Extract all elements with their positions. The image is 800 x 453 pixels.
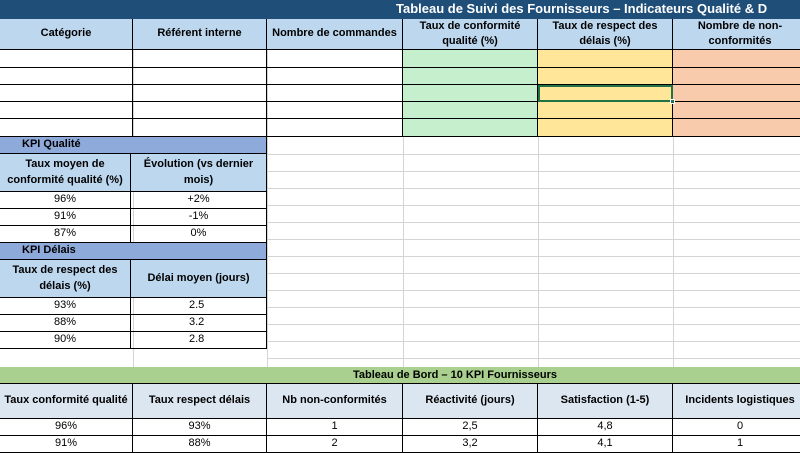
data-cell[interactable] — [0, 119, 133, 137]
fill-handle[interactable] — [670, 99, 675, 104]
kpi-delays-cell[interactable] — [0, 332, 131, 349]
dashboard-header-non-conformites[interactable] — [267, 384, 403, 419]
gridline-horizontal — [267, 171, 800, 172]
header-label: Incidents logistiques — [685, 394, 795, 407]
header-taux-delais[interactable] — [538, 19, 673, 50]
header-label: Taux de respect des délais (%) — [12, 264, 118, 292]
data-cell[interactable] — [403, 85, 538, 102]
cell-value: 91% — [54, 437, 78, 449]
header-label: Réactivité (jours) — [425, 394, 515, 407]
sheet-title-bar — [0, 0, 800, 19]
dashboard-cell[interactable] — [673, 419, 800, 436]
cell-value: 88% — [188, 437, 211, 449]
data-cell[interactable] — [538, 102, 673, 119]
gridline-horizontal — [267, 307, 800, 308]
cell-value: 90% — [53, 333, 77, 346]
header-label: Taux respect délais — [148, 394, 251, 407]
cell-value: 2 — [331, 437, 338, 449]
dashboard-cell[interactable] — [538, 419, 673, 436]
kpi-delays-header-average[interactable] — [131, 260, 267, 298]
cell-value: 96% — [53, 193, 77, 206]
data-cell[interactable] — [403, 68, 538, 85]
kpi-quality-cell[interactable] — [131, 209, 267, 226]
data-cell[interactable] — [403, 102, 538, 119]
cell-value: -1% — [188, 210, 209, 223]
header-taux-conformite[interactable] — [403, 19, 538, 50]
cell-value: 3,2 — [462, 437, 478, 449]
cell-value: 91% — [53, 210, 77, 223]
kpi-delays-cell[interactable] — [131, 298, 267, 315]
header-non-conformites[interactable] — [673, 19, 800, 50]
header-label: Nombre de commandes — [272, 27, 397, 40]
data-cell[interactable] — [267, 119, 403, 137]
cell-value: 93% — [53, 299, 77, 312]
data-cell[interactable] — [133, 119, 267, 137]
header-referent[interactable] — [133, 19, 267, 50]
data-cell[interactable] — [0, 85, 133, 102]
gridline-horizontal — [267, 324, 800, 325]
kpi-quality-cell[interactable] — [0, 209, 131, 226]
header-label: Référent interne — [157, 27, 242, 40]
data-cell[interactable] — [403, 50, 538, 68]
data-cell[interactable] — [0, 68, 133, 85]
data-cell[interactable] — [267, 50, 403, 68]
cell-value: 96% — [54, 420, 78, 433]
header-label: Satisfaction (1-5) — [560, 394, 650, 407]
cell-value: 1 — [331, 420, 338, 433]
header-nombre-commandes[interactable] — [267, 19, 403, 50]
dashboard-header-delais[interactable] — [133, 384, 267, 419]
data-cell[interactable] — [673, 119, 800, 137]
header-label: Délai moyen (jours) — [147, 271, 250, 284]
data-cell[interactable] — [267, 68, 403, 85]
gridline-horizontal — [267, 188, 800, 189]
cell-value: 88% — [53, 316, 77, 329]
dashboard-header-conformite[interactable] — [0, 384, 133, 419]
data-cell[interactable] — [133, 50, 267, 68]
dashboard-header-reactivite[interactable] — [403, 384, 538, 419]
header-label: Taux de conformité qualité (%) — [419, 19, 521, 47]
gridline-horizontal — [267, 205, 800, 206]
cell-value: 87% — [53, 227, 77, 240]
kpi-quality-header-rate[interactable] — [0, 154, 131, 192]
cell-value: 0% — [190, 227, 207, 240]
header-label: Taux conformité qualité — [4, 394, 128, 407]
kpi-delays-cell[interactable] — [131, 315, 267, 332]
dashboard-cell[interactable] — [267, 419, 403, 436]
data-cell[interactable] — [133, 102, 267, 119]
header-label: Nombre de non-conformités — [697, 19, 783, 47]
kpi-quality-cell[interactable] — [131, 192, 267, 209]
data-cell[interactable] — [267, 85, 403, 102]
data-cell[interactable] — [673, 85, 800, 102]
sheet-title: Tableau de Suivi des Fournisseurs – Indicateurs Qualité & D — [396, 1, 768, 16]
header-categorie[interactable] — [0, 19, 133, 50]
data-cell[interactable] — [673, 50, 800, 68]
gridline-horizontal — [267, 358, 800, 359]
selected-cell[interactable] — [538, 85, 673, 102]
header-label: Nb non-conformités — [282, 394, 387, 407]
gridline-horizontal — [267, 256, 800, 257]
cell-value: 4,8 — [597, 420, 613, 433]
data-cell[interactable] — [538, 68, 673, 85]
kpi-quality-cell[interactable] — [0, 192, 131, 209]
dashboard-header-satisfaction[interactable] — [538, 384, 673, 419]
gridline-horizontal — [267, 273, 800, 274]
kpi-delays-header-rate[interactable] — [0, 260, 131, 298]
kpi-delays-cell[interactable] — [0, 298, 131, 315]
gridline-horizontal — [267, 154, 800, 155]
dashboard-cell[interactable] — [0, 419, 133, 436]
kpi-delays-cell[interactable] — [131, 332, 267, 349]
data-cell[interactable] — [673, 68, 800, 85]
kpi-delays-title-text: KPI Délais — [22, 244, 76, 257]
data-cell[interactable] — [0, 50, 133, 68]
cell-value: 93% — [188, 420, 211, 433]
data-cell[interactable] — [133, 68, 267, 85]
gridline-horizontal — [267, 341, 800, 342]
cell-value: 2.8 — [189, 333, 205, 346]
kpi-quality-title-text: KPI Qualité — [22, 138, 81, 151]
cell-value: 2.5 — [189, 299, 205, 312]
data-cell[interactable] — [403, 119, 538, 137]
data-cell[interactable] — [0, 102, 133, 119]
cell-value: +2% — [187, 193, 210, 206]
kpi-quality-title — [0, 137, 267, 154]
data-cell[interactable] — [133, 85, 267, 102]
dashboard-header-incidents[interactable] — [673, 384, 800, 419]
gridline-horizontal — [267, 222, 800, 223]
dashboard-title: Tableau de Bord – 10 KPI Fournisseurs — [353, 369, 557, 381]
kpi-delays-cell[interactable] — [0, 315, 131, 332]
cell-value: 4,1 — [597, 437, 613, 449]
cell-value: 3.2 — [189, 316, 205, 329]
cell-value: 1 — [736, 437, 744, 449]
cell-value: 2,5 — [462, 420, 478, 433]
header-label: Taux de respect des délais (%) — [552, 19, 658, 47]
header-label: Taux moyen de conformité qualité (%) — [7, 158, 123, 186]
data-cell[interactable] — [538, 119, 673, 137]
kpi-quality-header-evolution[interactable] — [131, 154, 267, 192]
data-cell[interactable] — [538, 50, 673, 68]
cell-value: 0 — [736, 420, 744, 433]
kpi-quality-cell[interactable] — [0, 226, 131, 243]
gridline-horizontal — [267, 239, 800, 240]
header-label: Catégorie — [40, 27, 92, 40]
dashboard-cell[interactable] — [133, 419, 267, 436]
header-label: Évolution (vs dernier mois) — [143, 158, 254, 186]
dashboard-cell[interactable] — [403, 419, 538, 436]
gridline-horizontal — [267, 290, 800, 291]
dashboard-title-bar — [0, 367, 800, 384]
data-cell[interactable] — [267, 102, 403, 119]
data-cell[interactable] — [673, 102, 800, 119]
kpi-delays-title — [0, 243, 267, 260]
kpi-quality-cell[interactable] — [131, 226, 267, 243]
